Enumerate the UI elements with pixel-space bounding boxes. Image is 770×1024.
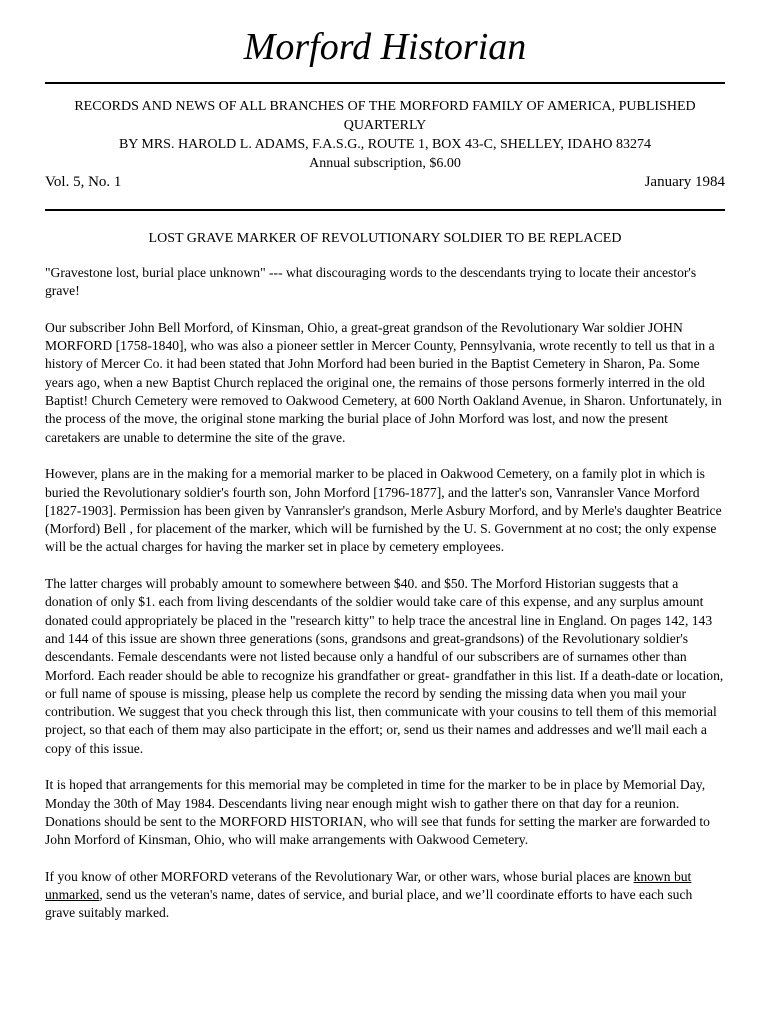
volume-number: Vol. 5, No. 1 (45, 174, 122, 190)
article-paragraph-3: However, plans are in the making for a memorial marker to be placed in Oakwood Cemetery, on a family plot in which is buried the Revolutionary soldier's fourth son, John Morford [1796-1877], and the latter's son, Vanransler Vance Morford [1827-1903]. Permission has been given by Vanransler's grandson, Merle Asbury Morford, and by Merle's daughter Beatrice (Morford) Bell , for placement of the marker, which will be furnished by the U. S. Government at no cost; the only expense will be the actual charges for having the marker set in place by cemetery employees. (45, 466, 722, 555)
masthead-rule (45, 82, 725, 84)
publisher-address: BY MRS. HAROLD L. ADAMS, F.A.S.G., ROUTE 1, BOX 43-C, SHELLEY, IDAHO 83274 (118, 137, 652, 152)
article-paragraph-6 (45, 868, 725, 923)
header-rule (45, 209, 725, 211)
publication-description: RECORDS AND NEWS OF ALL BRANCHES OF THE MORFORD FAMILY OF AMERICA, PUBLISHED QUARTERLY (74, 99, 696, 133)
underlined-phrase: known but unmarked (45, 868, 692, 903)
masthead-title: Morford Historian (243, 26, 527, 68)
article-paragraph-4: The latter charges will probably amount to somewhere between $40. and $50. The Morford Historian suggests that a donation of only $1. each from living descendants of the soldier would take care of this expense, and any surplus amount donated could appropriately be placed in the "research kitty" to help trace the ancestral line in England. On pages 142, 143 and 144 of this issue are shown three generations (sons, grandsons and great-grandsons) of the Revolutionary soldier's descendants. Female descendants were not listed because only a handful of our subscribers are of surnames other than Morford. Each reader should be able to recognize his grandfather or great- grandfather in this list. If a death-date or location, or full name of spouse is missing, please help us complete the record by sending the missing data when you mail your contribution. We suggest that you check through this list, then communicate with your cousins to tell them of this memorial project, so that each of them may also participate in the effort; or, send us their names and addresses and we'll mail each a copy of this issue. (45, 576, 724, 756)
article-paragraph-5: It is hoped that arrangements for this memorial may be completed in time for the marker to be in place by Memorial Day, Monday the 30th of May 1984. Descendants living near enough might wish to gather there on that day for a reunion. Donations should be sent to the MORFORD HISTORIAN, who will see that funds for setting the marker are forwarded to John Morford of Kinsman, Ohio, who will make arrangements with Oakwood Cemetery. (45, 777, 710, 848)
paragraph-6-end: , send us the veteran's name, dates of service, and burial place, and we’ll coordinate efforts to have each such grave suitably marked. (45, 887, 693, 921)
article-paragraph-1: "Gravestone lost, burial place unknown" --- what discouraging words to the descendants trying to locate their ancestor's grave! (45, 265, 697, 299)
publication-info (45, 97, 725, 173)
article-paragraph-2: Our subscriber John Bell Morford, of Kinsman, Ohio, a great-great grandson of the Revolutionary War soldier JOHN MORFORD [1758-1840], who was also a pioneer settler in Mercer County, Pennsylvania, wrote recently to tell us that in a history of Mercer Co. it had been stated that John Morford had been buried in the Baptist Cemetery in Sharon, Pa. Some years ago, when a new Baptist Church replaced the original one, the remains of those persons formerly interred in the old Baptist! Church Cemetery were removed to Oakwood Cemetery, at 600 North Oakland Avenue, in Sharon. Unfortunately, in the process of the move, the original stone marking the burial place of John Morford was lost, and now the present caretakers are unable to determine the site of the grave. (45, 319, 722, 445)
paragraph-6-start: If you know of other MORFORD veterans of the Revolutionary War, or other wars, whose burial places are (45, 868, 634, 884)
article-body (45, 264, 725, 941)
issue-date: January 1984 (644, 174, 725, 190)
article-title: LOST GRAVE MARKER OF REVOLUTIONARY SOLDIER TO BE REPLACED (148, 231, 622, 246)
subscription-price: Annual subscription, $6.00 (309, 156, 461, 171)
